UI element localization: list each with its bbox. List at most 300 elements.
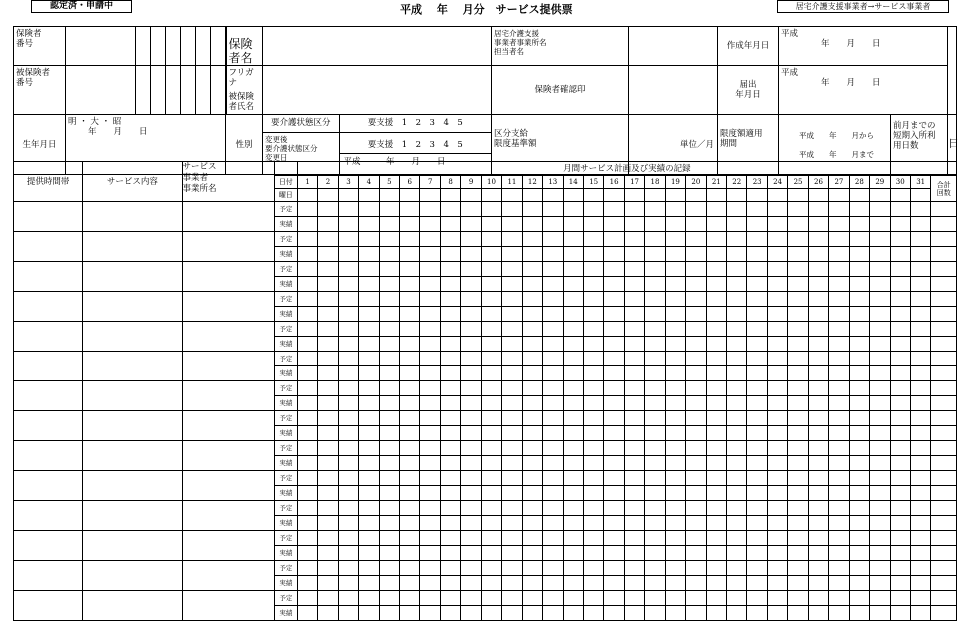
day-cell[interactable] — [767, 291, 787, 306]
entry-service-cell[interactable] — [83, 202, 182, 232]
day-cell[interactable] — [318, 471, 338, 486]
day-cell[interactable] — [849, 530, 869, 545]
day-cell[interactable] — [379, 516, 399, 531]
day-cell[interactable] — [624, 426, 644, 441]
day-cell[interactable] — [829, 471, 849, 486]
day-cell[interactable] — [890, 501, 910, 516]
day-cell[interactable] — [686, 486, 706, 501]
day-cell[interactable] — [420, 501, 440, 516]
day-cell[interactable] — [788, 336, 808, 351]
day-cell[interactable] — [502, 216, 522, 231]
day-cell[interactable] — [849, 246, 869, 261]
day-cell[interactable] — [297, 321, 317, 336]
day-cell[interactable] — [461, 202, 481, 217]
day-cell[interactable] — [502, 590, 522, 605]
day-cell[interactable] — [604, 486, 624, 501]
total-count-cell[interactable] — [931, 261, 957, 276]
day-cell[interactable] — [440, 261, 460, 276]
day-cell[interactable] — [686, 471, 706, 486]
insured-number-field[interactable] — [66, 66, 136, 115]
insured-number-digit[interactable] — [181, 66, 196, 115]
day-cell[interactable] — [400, 216, 420, 231]
entry-provider-cell[interactable] — [182, 441, 274, 471]
entry-time-cell[interactable] — [14, 411, 83, 441]
day-cell[interactable] — [686, 276, 706, 291]
day-cell[interactable] — [910, 351, 930, 366]
day-cell[interactable] — [665, 441, 685, 456]
total-count-cell[interactable] — [931, 202, 957, 217]
day-cell[interactable] — [849, 560, 869, 575]
entry-service-cell[interactable] — [83, 590, 182, 620]
day-cell[interactable] — [359, 202, 379, 217]
day-cell[interactable] — [890, 246, 910, 261]
day-cell[interactable] — [808, 441, 828, 456]
day-cell[interactable] — [400, 261, 420, 276]
day-cell[interactable] — [420, 545, 440, 560]
day-cell[interactable] — [747, 261, 767, 276]
day-cell[interactable] — [420, 456, 440, 471]
day-cell[interactable] — [849, 486, 869, 501]
day-cell[interactable] — [400, 426, 420, 441]
day-cell[interactable] — [522, 396, 542, 411]
day-cell[interactable] — [686, 575, 706, 590]
weekday-cell[interactable] — [849, 189, 869, 202]
insurer-number-digit[interactable] — [196, 27, 211, 66]
day-cell[interactable] — [338, 396, 358, 411]
day-cell[interactable] — [645, 501, 665, 516]
day-cell[interactable] — [583, 336, 603, 351]
day-cell[interactable] — [359, 366, 379, 381]
day-cell[interactable] — [379, 366, 399, 381]
insured-number-digit[interactable] — [196, 66, 211, 115]
day-cell[interactable] — [461, 501, 481, 516]
day-cell[interactable] — [890, 575, 910, 590]
day-cell[interactable] — [604, 575, 624, 590]
day-cell[interactable] — [727, 530, 747, 545]
day-cell[interactable] — [379, 261, 399, 276]
day-cell[interactable] — [522, 261, 542, 276]
day-cell[interactable] — [522, 486, 542, 501]
weekday-cell[interactable] — [686, 189, 706, 202]
day-cell[interactable] — [910, 202, 930, 217]
total-count-cell[interactable] — [931, 216, 957, 231]
day-cell[interactable] — [849, 202, 869, 217]
day-cell[interactable] — [686, 501, 706, 516]
day-cell[interactable] — [359, 456, 379, 471]
day-cell[interactable] — [461, 276, 481, 291]
day-cell[interactable] — [543, 456, 563, 471]
day-cell[interactable] — [624, 411, 644, 426]
day-cell[interactable] — [379, 590, 399, 605]
day-cell[interactable] — [727, 276, 747, 291]
day-cell[interactable] — [502, 306, 522, 321]
day-cell[interactable] — [481, 276, 501, 291]
day-cell[interactable] — [645, 590, 665, 605]
day-cell[interactable] — [400, 456, 420, 471]
day-cell[interactable] — [543, 381, 563, 396]
day-cell[interactable] — [767, 246, 787, 261]
day-cell[interactable] — [440, 486, 460, 501]
day-cell[interactable] — [849, 575, 869, 590]
day-cell[interactable] — [502, 501, 522, 516]
day-cell[interactable] — [829, 411, 849, 426]
day-cell[interactable] — [604, 396, 624, 411]
day-cell[interactable] — [359, 590, 379, 605]
day-cell[interactable] — [481, 411, 501, 426]
day-cell[interactable] — [890, 545, 910, 560]
day-cell[interactable] — [747, 411, 767, 426]
day-cell[interactable] — [297, 246, 317, 261]
entry-provider-cell[interactable] — [182, 351, 274, 381]
day-cell[interactable] — [379, 605, 399, 620]
weekday-cell[interactable] — [767, 189, 787, 202]
total-count-cell[interactable] — [931, 381, 957, 396]
weekday-cell[interactable] — [727, 189, 747, 202]
day-cell[interactable] — [788, 575, 808, 590]
day-cell[interactable] — [440, 575, 460, 590]
day-cell[interactable] — [727, 366, 747, 381]
day-cell[interactable] — [359, 560, 379, 575]
day-cell[interactable] — [379, 351, 399, 366]
day-cell[interactable] — [767, 231, 787, 246]
day-cell[interactable] — [910, 441, 930, 456]
day-cell[interactable] — [829, 530, 849, 545]
day-cell[interactable] — [604, 471, 624, 486]
weekday-cell[interactable] — [502, 189, 522, 202]
day-cell[interactable] — [767, 501, 787, 516]
day-cell[interactable] — [910, 486, 930, 501]
day-cell[interactable] — [440, 366, 460, 381]
entry-time-cell[interactable] — [14, 441, 83, 471]
day-cell[interactable] — [665, 246, 685, 261]
day-cell[interactable] — [788, 291, 808, 306]
day-cell[interactable] — [583, 246, 603, 261]
entry-service-cell[interactable] — [83, 231, 182, 261]
day-cell[interactable] — [767, 590, 787, 605]
insured-number-digit[interactable] — [136, 66, 151, 115]
day-cell[interactable] — [870, 560, 890, 575]
day-cell[interactable] — [706, 516, 726, 531]
day-cell[interactable] — [788, 456, 808, 471]
day-cell[interactable] — [522, 336, 542, 351]
day-cell[interactable] — [706, 336, 726, 351]
day-cell[interactable] — [767, 545, 787, 560]
day-cell[interactable] — [543, 605, 563, 620]
day-cell[interactable] — [379, 411, 399, 426]
day-cell[interactable] — [440, 605, 460, 620]
entry-service-cell[interactable] — [83, 501, 182, 531]
day-cell[interactable] — [665, 560, 685, 575]
total-count-cell[interactable] — [931, 575, 957, 590]
day-cell[interactable] — [420, 291, 440, 306]
day-cell[interactable] — [829, 246, 849, 261]
day-cell[interactable] — [338, 456, 358, 471]
day-cell[interactable] — [359, 486, 379, 501]
day-cell[interactable] — [890, 530, 910, 545]
day-cell[interactable] — [686, 202, 706, 217]
day-cell[interactable] — [359, 306, 379, 321]
weekday-cell[interactable] — [890, 189, 910, 202]
day-cell[interactable] — [522, 471, 542, 486]
day-cell[interactable] — [583, 426, 603, 441]
day-cell[interactable] — [543, 560, 563, 575]
day-cell[interactable] — [522, 516, 542, 531]
day-cell[interactable] — [318, 456, 338, 471]
day-cell[interactable] — [359, 426, 379, 441]
day-cell[interactable] — [849, 366, 869, 381]
day-cell[interactable] — [910, 516, 930, 531]
day-cell[interactable] — [522, 560, 542, 575]
day-cell[interactable] — [583, 575, 603, 590]
day-cell[interactable] — [910, 560, 930, 575]
day-cell[interactable] — [481, 336, 501, 351]
day-cell[interactable] — [645, 396, 665, 411]
day-cell[interactable] — [543, 246, 563, 261]
insurer-number-digit[interactable] — [166, 27, 181, 66]
day-cell[interactable] — [747, 560, 767, 575]
day-cell[interactable] — [522, 426, 542, 441]
day-cell[interactable] — [727, 605, 747, 620]
day-cell[interactable] — [870, 291, 890, 306]
day-cell[interactable] — [400, 306, 420, 321]
day-cell[interactable] — [522, 306, 542, 321]
weekday-cell[interactable] — [359, 189, 379, 202]
day-cell[interactable] — [359, 246, 379, 261]
day-cell[interactable] — [604, 321, 624, 336]
insured-number-digit[interactable] — [166, 66, 181, 115]
day-cell[interactable] — [890, 471, 910, 486]
day-cell[interactable] — [849, 545, 869, 560]
day-cell[interactable] — [604, 261, 624, 276]
day-cell[interactable] — [767, 575, 787, 590]
day-cell[interactable] — [829, 231, 849, 246]
day-cell[interactable] — [502, 231, 522, 246]
day-cell[interactable] — [706, 231, 726, 246]
day-cell[interactable] — [338, 336, 358, 351]
day-cell[interactable] — [788, 471, 808, 486]
day-cell[interactable] — [461, 321, 481, 336]
day-cell[interactable] — [706, 291, 726, 306]
day-cell[interactable] — [706, 605, 726, 620]
day-cell[interactable] — [297, 471, 317, 486]
entry-time-cell[interactable] — [14, 291, 83, 321]
day-cell[interactable] — [604, 366, 624, 381]
entry-time-cell[interactable] — [14, 261, 83, 291]
day-cell[interactable] — [706, 471, 726, 486]
total-count-cell[interactable] — [931, 605, 957, 620]
day-cell[interactable] — [910, 261, 930, 276]
day-cell[interactable] — [686, 321, 706, 336]
day-cell[interactable] — [870, 321, 890, 336]
day-cell[interactable] — [604, 516, 624, 531]
weekday-cell[interactable] — [379, 189, 399, 202]
day-cell[interactable] — [849, 351, 869, 366]
day-cell[interactable] — [686, 336, 706, 351]
day-cell[interactable] — [604, 216, 624, 231]
day-cell[interactable] — [849, 426, 869, 441]
day-cell[interactable] — [665, 471, 685, 486]
day-cell[interactable] — [686, 516, 706, 531]
day-cell[interactable] — [665, 575, 685, 590]
day-cell[interactable] — [359, 321, 379, 336]
day-cell[interactable] — [645, 426, 665, 441]
day-cell[interactable] — [583, 501, 603, 516]
day-cell[interactable] — [727, 246, 747, 261]
day-cell[interactable] — [727, 261, 747, 276]
day-cell[interactable] — [543, 351, 563, 366]
day-cell[interactable] — [910, 605, 930, 620]
day-cell[interactable] — [461, 590, 481, 605]
day-cell[interactable] — [297, 441, 317, 456]
day-cell[interactable] — [379, 501, 399, 516]
day-cell[interactable] — [400, 202, 420, 217]
day-cell[interactable] — [727, 516, 747, 531]
day-cell[interactable] — [420, 426, 440, 441]
day-cell[interactable] — [788, 366, 808, 381]
day-cell[interactable] — [297, 336, 317, 351]
day-cell[interactable] — [767, 321, 787, 336]
day-cell[interactable] — [297, 575, 317, 590]
day-cell[interactable] — [727, 336, 747, 351]
day-cell[interactable] — [543, 336, 563, 351]
day-cell[interactable] — [461, 516, 481, 531]
weekday-cell[interactable] — [747, 189, 767, 202]
insurer-confirm-field[interactable] — [629, 66, 718, 115]
day-cell[interactable] — [788, 605, 808, 620]
day-cell[interactable] — [379, 575, 399, 590]
day-cell[interactable] — [318, 261, 338, 276]
day-cell[interactable] — [481, 471, 501, 486]
day-cell[interactable] — [297, 456, 317, 471]
day-cell[interactable] — [870, 216, 890, 231]
day-cell[interactable] — [645, 202, 665, 217]
day-cell[interactable] — [440, 276, 460, 291]
day-cell[interactable] — [645, 516, 665, 531]
care-level-value[interactable]: 要支援 1 2 3 4 5 — [339, 115, 491, 132]
day-cell[interactable] — [870, 605, 890, 620]
day-cell[interactable] — [481, 530, 501, 545]
day-cell[interactable] — [706, 246, 726, 261]
day-cell[interactable] — [706, 560, 726, 575]
day-cell[interactable] — [481, 291, 501, 306]
day-cell[interactable] — [624, 530, 644, 545]
weekday-cell[interactable] — [583, 189, 603, 202]
day-cell[interactable] — [420, 441, 440, 456]
day-cell[interactable] — [910, 276, 930, 291]
day-cell[interactable] — [461, 366, 481, 381]
day-cell[interactable] — [808, 321, 828, 336]
day-cell[interactable] — [522, 246, 542, 261]
day-cell[interactable] — [808, 276, 828, 291]
day-cell[interactable] — [318, 545, 338, 560]
total-count-cell[interactable] — [931, 231, 957, 246]
day-cell[interactable] — [400, 351, 420, 366]
day-cell[interactable] — [502, 456, 522, 471]
day-cell[interactable] — [910, 545, 930, 560]
day-cell[interactable] — [481, 560, 501, 575]
day-cell[interactable] — [686, 426, 706, 441]
day-cell[interactable] — [665, 336, 685, 351]
day-cell[interactable] — [522, 276, 542, 291]
day-cell[interactable] — [379, 291, 399, 306]
entry-provider-cell[interactable] — [182, 530, 274, 560]
weekday-cell[interactable] — [870, 189, 890, 202]
day-cell[interactable] — [665, 306, 685, 321]
day-cell[interactable] — [461, 231, 481, 246]
day-cell[interactable] — [379, 276, 399, 291]
day-cell[interactable] — [645, 291, 665, 306]
day-cell[interactable] — [706, 366, 726, 381]
day-cell[interactable] — [502, 396, 522, 411]
day-cell[interactable] — [808, 306, 828, 321]
day-cell[interactable] — [481, 545, 501, 560]
day-cell[interactable] — [583, 216, 603, 231]
day-cell[interactable] — [297, 486, 317, 501]
day-cell[interactable] — [788, 560, 808, 575]
day-cell[interactable] — [440, 202, 460, 217]
day-cell[interactable] — [788, 590, 808, 605]
day-cell[interactable] — [440, 590, 460, 605]
day-cell[interactable] — [849, 396, 869, 411]
day-cell[interactable] — [481, 575, 501, 590]
day-cell[interactable] — [788, 530, 808, 545]
day-cell[interactable] — [829, 261, 849, 276]
day-cell[interactable] — [829, 216, 849, 231]
day-cell[interactable] — [808, 246, 828, 261]
day-cell[interactable] — [563, 516, 583, 531]
day-cell[interactable] — [379, 426, 399, 441]
day-cell[interactable] — [706, 545, 726, 560]
day-cell[interactable] — [910, 306, 930, 321]
day-cell[interactable] — [563, 321, 583, 336]
day-cell[interactable] — [461, 246, 481, 261]
day-cell[interactable] — [767, 351, 787, 366]
day-cell[interactable] — [297, 590, 317, 605]
day-cell[interactable] — [624, 246, 644, 261]
day-cell[interactable] — [727, 501, 747, 516]
day-cell[interactable] — [379, 231, 399, 246]
day-cell[interactable] — [706, 575, 726, 590]
day-cell[interactable] — [624, 351, 644, 366]
day-cell[interactable] — [747, 306, 767, 321]
day-cell[interactable] — [604, 276, 624, 291]
entry-provider-cell[interactable] — [182, 231, 274, 261]
entry-service-cell[interactable] — [83, 381, 182, 411]
day-cell[interactable] — [400, 605, 420, 620]
day-cell[interactable] — [910, 381, 930, 396]
day-cell[interactable] — [563, 501, 583, 516]
day-cell[interactable] — [686, 441, 706, 456]
day-cell[interactable] — [849, 336, 869, 351]
day-cell[interactable] — [379, 321, 399, 336]
day-cell[interactable] — [727, 396, 747, 411]
weekday-cell[interactable] — [522, 189, 542, 202]
day-cell[interactable] — [665, 261, 685, 276]
day-cell[interactable] — [440, 396, 460, 411]
day-cell[interactable] — [624, 276, 644, 291]
day-cell[interactable] — [318, 590, 338, 605]
weekday-cell[interactable] — [665, 189, 685, 202]
day-cell[interactable] — [890, 231, 910, 246]
weekday-cell[interactable] — [338, 189, 358, 202]
day-cell[interactable] — [461, 351, 481, 366]
day-cell[interactable] — [890, 411, 910, 426]
day-cell[interactable] — [318, 202, 338, 217]
day-cell[interactable] — [420, 516, 440, 531]
day-cell[interactable] — [502, 575, 522, 590]
day-cell[interactable] — [543, 545, 563, 560]
day-cell[interactable] — [318, 560, 338, 575]
